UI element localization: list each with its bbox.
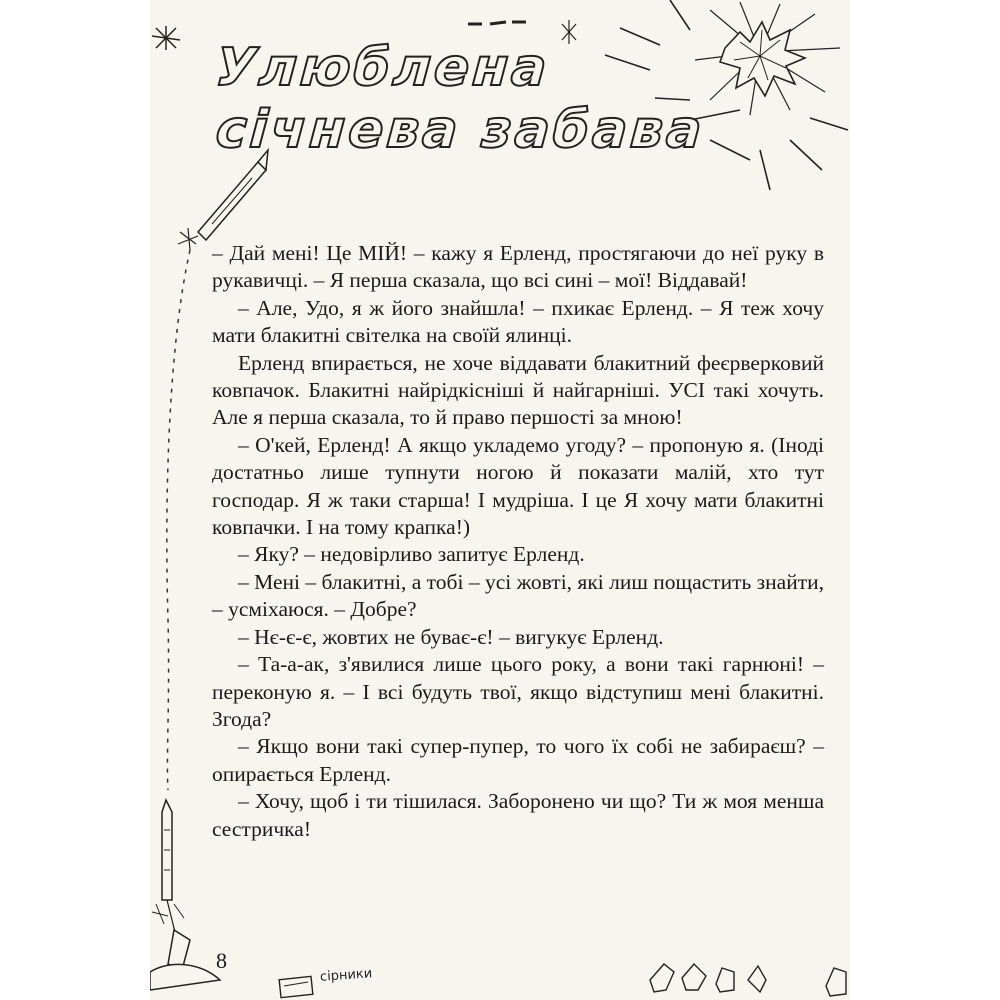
paragraph: – Яку? – недовірливо запитує Ерленд. <box>238 542 585 567</box>
paragraph: Ерленд впирається, не хоче віддавати блакитний феєрверковий ковпачок. Блакитні найрідкісніші й найгарніші. УСІ такі хочуть. Але я перша сказала, то й право першості за мною! <box>212 350 824 430</box>
paragraph: – О'кей, Ерленд! А якщо укладемо угоду? – пропоную я. (Іноді достатньо лише тупнути ногою й показати малій, хто тут господар. Я ж таки старша! І мудріша. І це Я хочу мати блакитні ковпачки. І на тому крапка!) <box>212 432 824 540</box>
firework-cap-icon <box>650 964 846 996</box>
book-page <box>150 0 850 1000</box>
small-star-icon <box>562 20 576 44</box>
paragraph: – Але, Удо, я ж його знайшла! – пхикає Ерленд. – Я теж хочу мати блакитні світелка на своїй ялинці. <box>212 295 824 348</box>
rocket-trail <box>167 250 190 790</box>
star-sparkle-icon <box>152 26 180 50</box>
rocket-icon <box>150 800 220 990</box>
matchbox-icon <box>279 976 313 997</box>
paragraph: – Нє-є-є, жовтих не буває-є! – вигукує Ерленд. <box>238 624 664 649</box>
paragraph: – Хочу, щоб і ти тішилася. Заборонено чи що? Ти ж моя менша сестричка! <box>212 789 824 841</box>
decorative-dashes <box>468 22 526 24</box>
page-number: 8 <box>216 948 227 973</box>
rocket-icon <box>198 150 268 240</box>
paragraph: – Якщо вони такі супер-пупер, то чого їх собі не забираєш? – опирається Ерленд. <box>212 734 824 786</box>
rocket-spark-icon <box>178 228 198 250</box>
chapter-body <box>212 240 824 843</box>
paragraph: – Мені – блакитні, а тобі – усі жовті, які лиш пощастить знайти, – усміхаюся. – Добре? <box>212 569 824 622</box>
firework-burst-icon <box>605 0 848 190</box>
matches-label: сірники <box>319 966 373 985</box>
paragraph: – Та-а-ак, з'явилися лише цього року, а вони такі гарнюні! – переконую я. – І всі будуть твої, якщо відступиш мені блакитні. Згода? <box>212 652 824 731</box>
spark-icon <box>152 904 184 924</box>
chapter-title-line-2: січнева забава <box>213 100 707 160</box>
paragraph: – Дай мені! Це МІЙ! – кажу я Ерленд, простягаючи до неї руку в рукавичці. – Я перша сказала, що всі сині – мої! Віддавай! <box>212 241 824 293</box>
chapter-title-line-1: Улюблена <box>213 38 552 98</box>
